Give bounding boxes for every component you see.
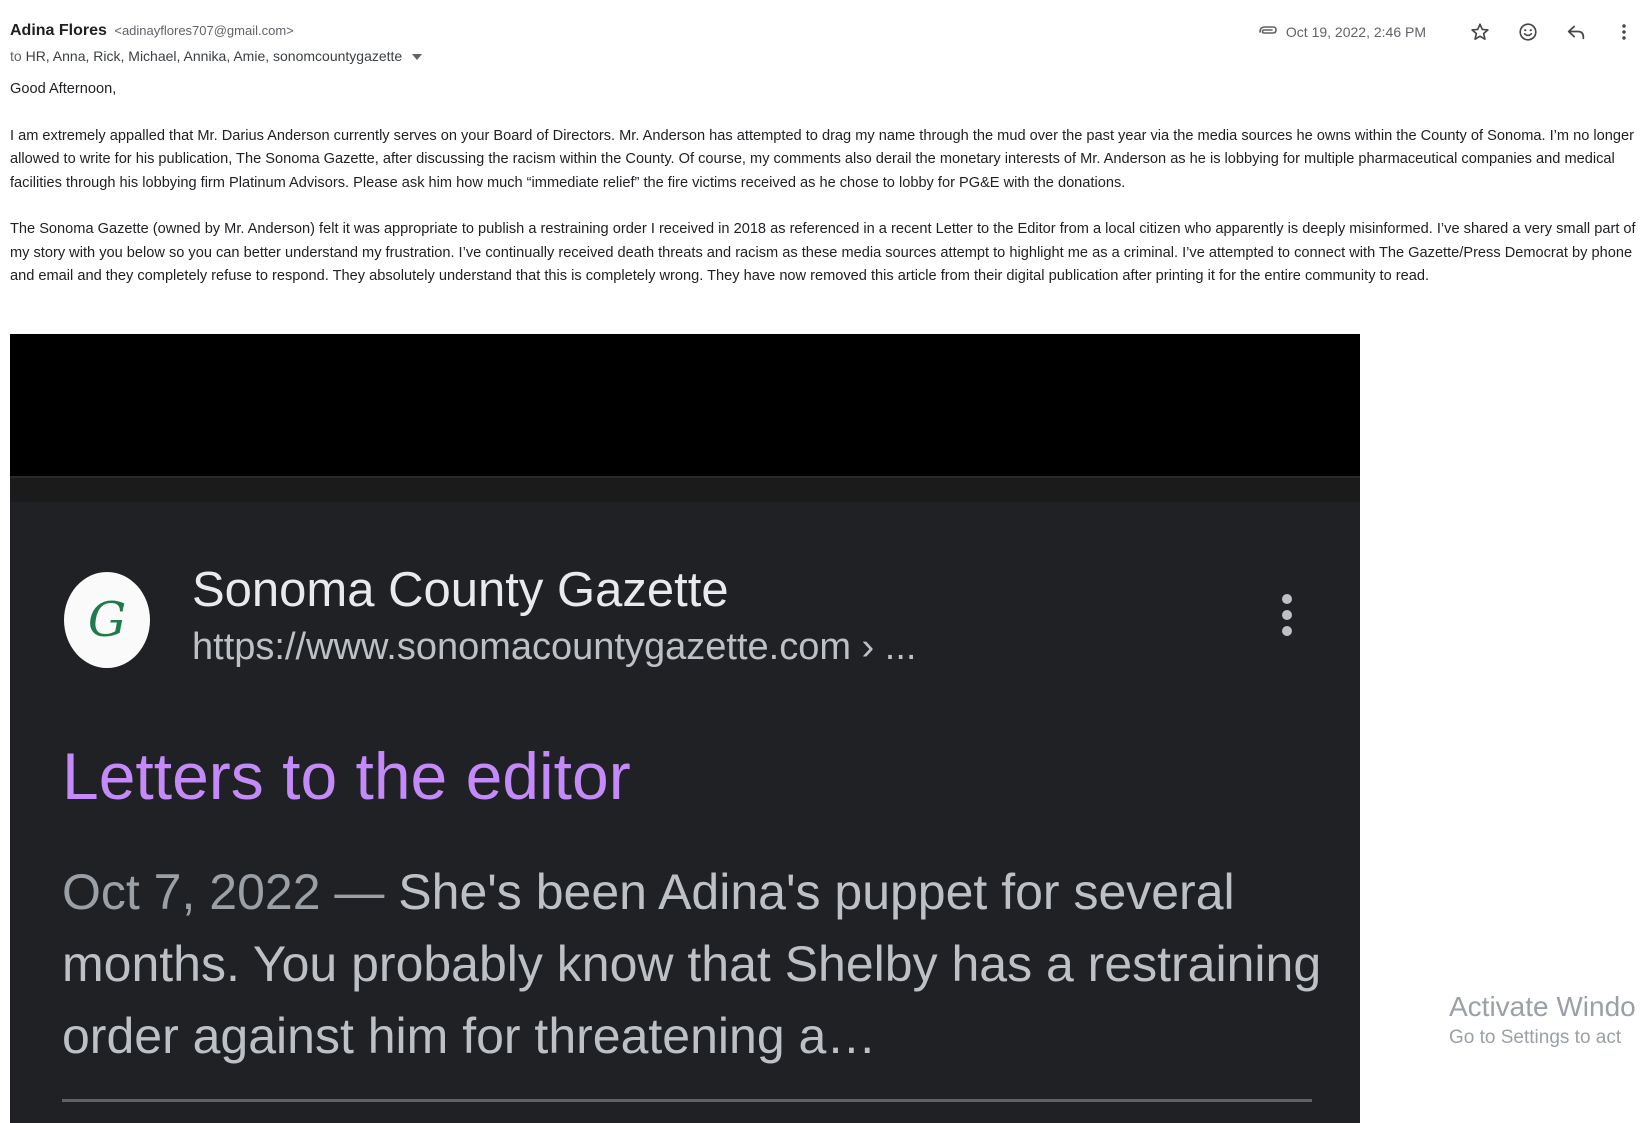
star-button[interactable] bbox=[1466, 18, 1494, 46]
watermark-subtitle: Go to Settings to act bbox=[1449, 1027, 1622, 1048]
result-title: Letters to the editor bbox=[62, 739, 631, 813]
email-actions bbox=[1258, 20, 1638, 44]
screenshot-black-band bbox=[10, 334, 1360, 476]
greeting: Good Afternoon, bbox=[10, 81, 117, 97]
emoji-icon bbox=[1517, 21, 1539, 43]
recipients-prefix: to bbox=[10, 48, 22, 64]
email-date: Oct 19, 2022, 2:46 PM bbox=[1285, 24, 1426, 40]
reply-icon bbox=[1565, 21, 1587, 43]
result-snippet bbox=[62, 856, 1332, 1072]
body-paragraph-2: The Sonoma Gazette (owned by Mr. Anderson) felt it was appropriate to publish a restraining order I received in 2018 as referenced in a recent Letter to the Editor from a local citizen who apparently is deeply misinformed. I’ve shared a very small part of my story with you below so you can better understand my frustration. I’ve continually received death threats and racism as these media sources attempt to highlight me as a criminal. I’ve attempted to connect with The Gazette/Press Democrat by phone and email and they completely refuse to respond. They absolutely understand that this is completely wrong. They have now removed this article from their digital publication after printing it for the entire community to read. bbox=[10, 221, 1636, 284]
sender[interactable] bbox=[10, 22, 294, 40]
sender-email: <adinayflores707@gmail.com> bbox=[114, 23, 294, 38]
email-header bbox=[10, 20, 1638, 70]
email-body bbox=[10, 78, 1640, 312]
sender-name[interactable]: Adina Flores bbox=[10, 22, 107, 39]
site-url: https://www.sonomacountygazette.com › ... bbox=[192, 626, 917, 668]
screenshot-divider-band bbox=[10, 476, 1360, 502]
site-name: Sonoma County Gazette bbox=[192, 563, 729, 617]
watermark-title: Activate Windo bbox=[1449, 991, 1636, 1022]
windows-activation-watermark bbox=[1449, 991, 1636, 1049]
add-reaction-button[interactable] bbox=[1514, 18, 1542, 46]
snippet-text: She's been Adina's puppet for several months. You probably know that Shelby has a restraining order against him for threatening a… bbox=[62, 864, 1322, 1064]
snippet-date: Oct 7, 2022 — bbox=[62, 864, 385, 920]
site-logo-icon bbox=[64, 572, 150, 668]
recipients-line[interactable] bbox=[10, 48, 422, 64]
show-details-caret-icon[interactable] bbox=[412, 54, 422, 60]
result-more-icon bbox=[1280, 594, 1294, 638]
attachment-icon bbox=[1258, 25, 1278, 39]
site-logo-letter: G bbox=[87, 592, 127, 648]
more-options-button[interactable] bbox=[1610, 18, 1638, 46]
result-divider bbox=[62, 1099, 1312, 1102]
body-paragraph-1: I am extremely appalled that Mr. Darius Anderson currently serves on your Board of Directors. Mr. Anderson has attempted to drag my name through the mud over the past year via the media sources he owns within the County of Sonoma. I’m no longer allowed to write for his publication, The Sonoma Gazette, after discussing the racism within the County. Of course, my comments also derail the monetary interests of Mr. Anderson as he is lobbying for multiple pharmaceutical companies and medical facilities through his lobbying firm Platinum Advisors. Please ask him how much “immediate relief” the fire victims received as he chose to lobby for PG&E with the donations. bbox=[10, 127, 1634, 191]
reply-button[interactable] bbox=[1562, 18, 1590, 46]
star-icon bbox=[1469, 21, 1491, 43]
embedded-search-screenshot[interactable] bbox=[10, 334, 1360, 1123]
recipients-list: HR, Anna, Rick, Michael, Annika, Amie, sonomcountygazette bbox=[25, 48, 403, 64]
more-vert-icon bbox=[1613, 21, 1635, 43]
